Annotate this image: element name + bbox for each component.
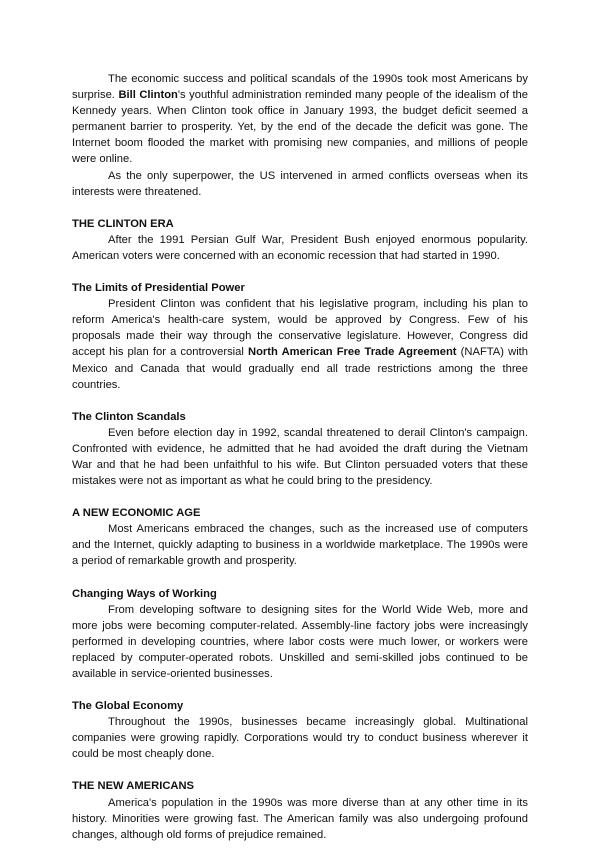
document-page <box>72 71 528 843</box>
intro-paragraph-1: The economic success and political scandals of the 1990s took most Americans by surprise. Bill Clinton's youthful administration reminded many people of the idealism of the Kennedy years. When Clinton took office in January 1993, the budget deficit seemed a permanent barrier to prosperity. Yet, by the end of the decade the deficit was gone. The Internet boom flooded the market with promising new companies, and millions of people were online. <box>72 73 528 166</box>
heading-clinton-scandals: The Clinton Scandals <box>72 410 186 423</box>
heading-changing-ways-of-working: Changing Ways of Working <box>72 587 217 600</box>
intro-paragraph-2: As the only superpower, the US intervened in armed conflicts overseas when its interests were threatened. <box>72 169 528 198</box>
heading-limits-of-power: The Limits of Presidential Power <box>72 282 245 295</box>
nafta-bold: North American Free Trade Agreement <box>248 346 457 359</box>
new-americans-paragraph: America's population in the 1990s was more diverse than at any other time in its history. Minorities were growing fast. The American family was also undergoing profound changes, although old forms of prejudice remained. <box>72 796 528 841</box>
working-paragraph: From developing software to designing sites for the World Wide Web, more and more jobs were becoming computer-related. Assembly-line factory jobs were increasingly performed in developing countries, where labor costs were much lower, or workers were replaced by computer-operated robots. Unskilled and semi-skilled jobs continued to be available in service-oriented businesses. <box>72 603 528 680</box>
clinton-era-paragraph: After the 1991 Persian Gulf War, President Bush enjoyed enormous popularity. American voters were concerned with an economic recession that had started in 1990. <box>72 233 528 262</box>
heading-new-economic-age: A NEW ECONOMIC AGE <box>72 507 201 520</box>
heading-new-americans: THE NEW AMERICANS <box>72 780 195 793</box>
heading-global-economy: The Global Economy <box>72 700 184 713</box>
economic-age-paragraph: Most Americans embraced the changes, such as the increased use of computers and the Internet, quickly adapting to business in a worldwide marketplace. The 1990s were a period of remarkable growth and prosperity. <box>72 523 528 568</box>
global-economy-paragraph: Throughout the 1990s, businesses became increasingly global. Multinational companies were growing rapidly. Corporations would try to conduct business wherever it could be most cheaply done. <box>72 716 528 761</box>
heading-clinton-era: THE CLINTON ERA <box>72 217 174 230</box>
limits-paragraph: President Clinton was confident that his legislative program, including his plan to reform America's health-care system, would be approved by Congress. Few of his proposals made their way through the conservative legislature. However, Congress did accept his plan for a controversial North American Free Trade Agreement (NAFTA) with Mexico and Canada that would gradually end all trade restrictions among the three countries. <box>72 298 529 391</box>
bill-clinton-bold: Bill Clinton <box>118 89 178 102</box>
scandals-paragraph: Even before election day in 1992, scandal threatened to derail Clinton's campaign. Confronted with evidence, he admitted that he had avoided the draft during the Vietnam War and that he had been unfaithful to his wife. But Clinton persuaded voters that these mistakes were not as important as what he could bring to the presidency. <box>72 426 528 488</box>
